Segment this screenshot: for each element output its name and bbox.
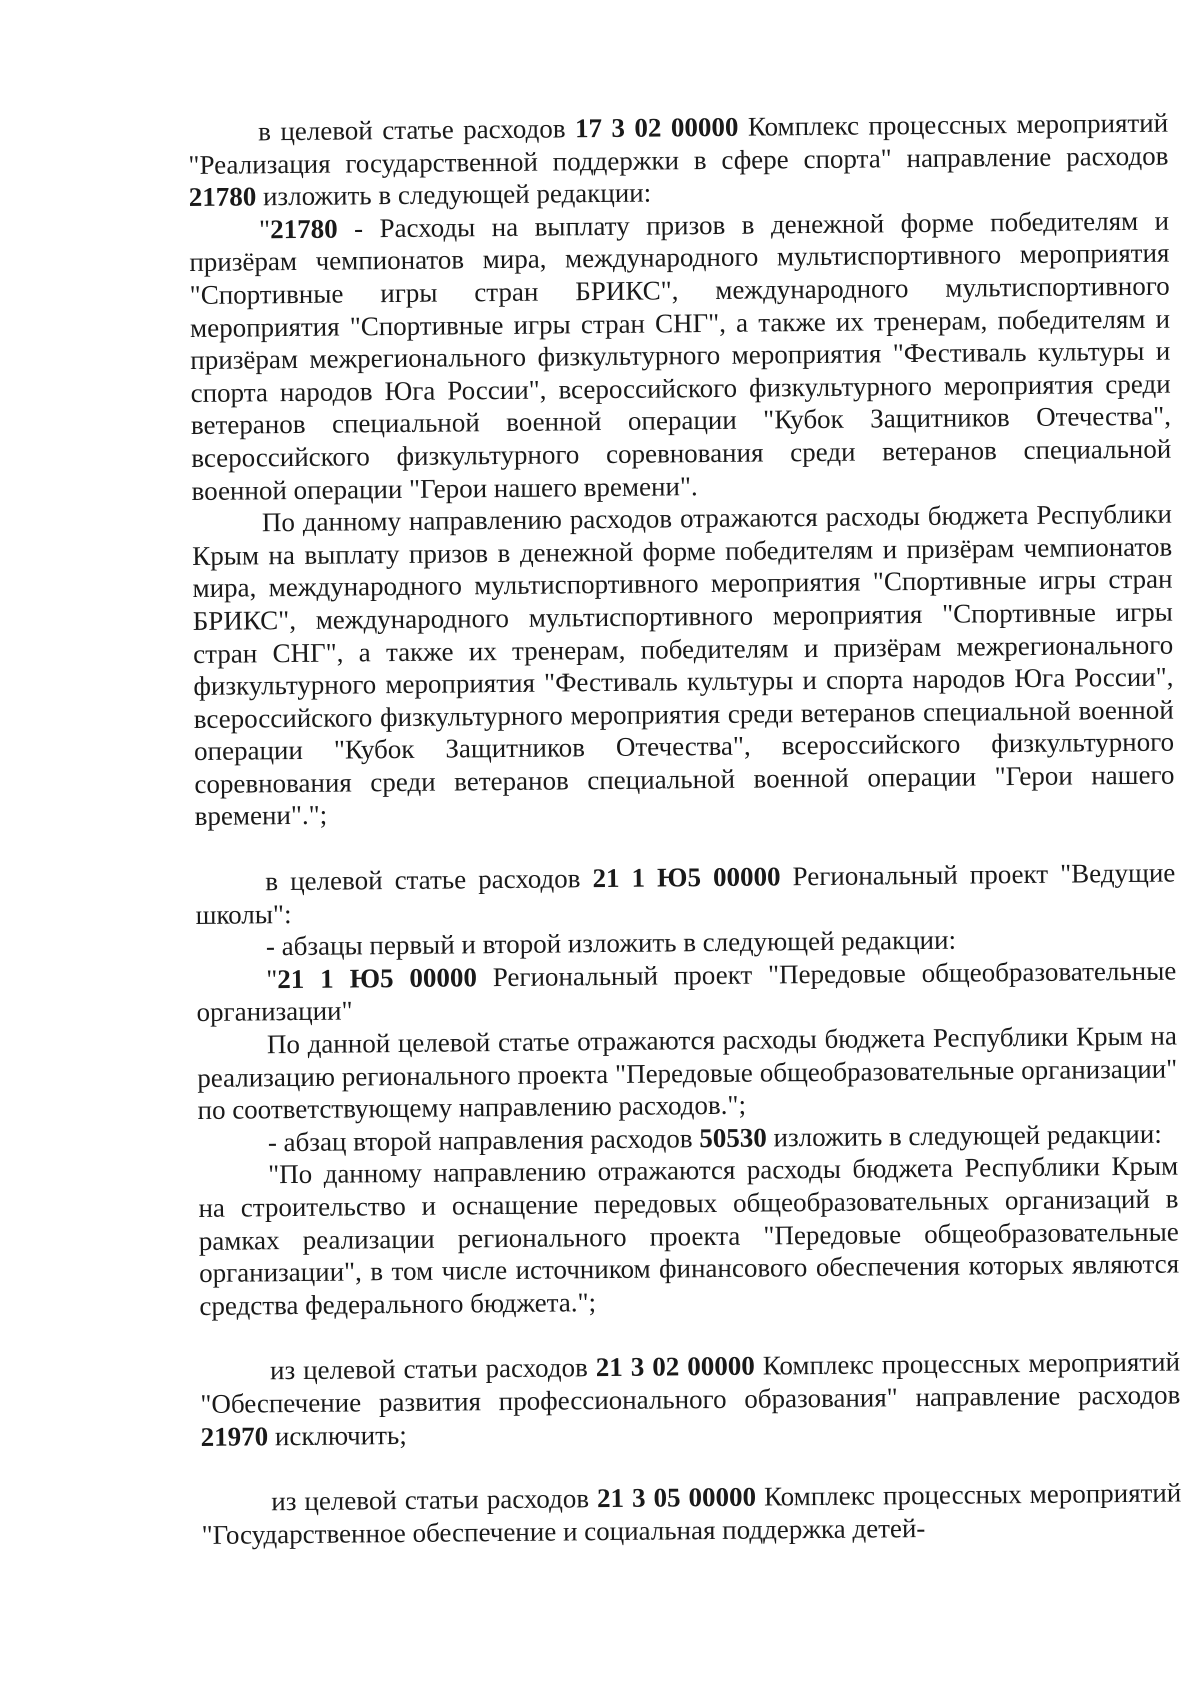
code-number: 21780 (188, 181, 257, 213)
document-body (188, 107, 1182, 1552)
amendment-section (201, 1477, 1182, 1552)
text-run: Комплекс процессных мероприятий "Государственное обеспечение и социальная поддержка детей- (201, 1477, 1182, 1550)
text-run: - абзацы первый и второй изложить в следующей редакции: (265, 924, 957, 962)
text-run: - Расходы на выплату призов в денежной форме победителям и призёрам чемпионатов мира, международного мультиспортивного мероприятия "Спортивные игры стран БРИКС", международного мультиспортивного мероприятия "Спортивные игры стран СНГ", а также их тренерам, победителям и призёрам межрегионального физкультурного мероприятия "Фестиваль культуры и спорта народов Юга России", всероссийского физкультурного мероприятия среди ветеранов специальной военной операции "Кубок Защитников Отечества", всероссийского физкультурного соревнования среди ветеранов специальной военной операции "Герои нашего времени". (189, 205, 1172, 506)
text-run: Комплекс процессных мероприятий "Обеспечение развития профессионального образования" направление расходов (200, 1346, 1181, 1419)
text-run: изложить в следующей редакции: (256, 177, 652, 212)
code-number: 50530 (699, 1122, 767, 1153)
text-run: из целевой статьи расходов (271, 1483, 598, 1517)
text-run: По данному направлению расходов отражаются расходы бюджета Республики Крым на выплату призов в денежной форме победителям и призёрам чемпионатов мира, международного мультиспортивного мероприятия "Спортивные игры стран БРИКС", международного мультиспортивного мероприятия "Спортивные игры стран СНГ", а также их тренерам, победителям и призёрам межрегионального физкультурного мероприятия "Фестиваль культуры и спорта народов Юга России", всероссийского физкультурного мероприятия среди ветеранов специальной военной операции "Кубок Защитников Отечества", всероссийского физкультурного соревнования среди ветеранов специальной военной операции "Герои нашего времени"."; (192, 498, 1175, 832)
text-run: Региональный проект "Ведущие школы": (195, 857, 1176, 930)
paragraph (195, 857, 1176, 932)
text-run: в целевой статье расходов (258, 113, 576, 147)
code-number: 21 1 Ю5 00000 (592, 861, 781, 894)
code-number: 21780 (269, 213, 338, 244)
paragraph (197, 1020, 1178, 1127)
text-run: По данной целевой статье отражаются расходы бюджета Республики Крым на реализацию регионального проекта "Передовые общеобразовательные организации" по соответствующему направлению расходов."; (197, 1020, 1178, 1126)
code-number: 21 3 02 00000 (595, 1350, 755, 1383)
text-run: - абзац второй направления расходов (267, 1122, 700, 1158)
text-run: в целевой статье расходов (265, 863, 593, 897)
amendment-section (188, 107, 1175, 833)
code-number: 21 3 05 00000 (596, 1481, 757, 1514)
text-run: "По данному направлению отражаются расходы бюджета Республики Крым на строительство и оснащение передовых общеобразовательных организаций в рамках реализации регионального проекта "Передовые общеобразовательные организации", в том числе источником финансового обеспечения которых являются средства федерального бюджета."; (198, 1150, 1180, 1321)
text-run: из целевой статьи расходов (269, 1352, 596, 1386)
amendment-section (200, 1346, 1181, 1453)
paragraph (188, 107, 1169, 214)
text-run: Комплекс процессных мероприятий "Реализация государственной поддержки в сфере спорта" направление расходов (188, 107, 1169, 180)
paragraph (198, 1150, 1180, 1322)
text-run: " (266, 964, 278, 995)
text-run: изложить в следующей редакции: (766, 1118, 1162, 1153)
code-number: 21 1 Ю5 00000 (277, 962, 478, 995)
code-number: 17 3 02 00000 (574, 111, 739, 144)
code-number: 21970 (200, 1420, 269, 1452)
amendment-section (195, 857, 1179, 1323)
text-run: исключить; (268, 1419, 407, 1451)
paragraph (201, 1477, 1182, 1552)
text-run: " (258, 213, 271, 245)
text-run: Региональный проект "Передовые общеобразовательные организации" (196, 955, 1177, 1028)
paragraph (189, 204, 1172, 507)
paragraph (200, 1346, 1181, 1453)
paragraph (196, 954, 1177, 1029)
paragraph (192, 498, 1175, 833)
